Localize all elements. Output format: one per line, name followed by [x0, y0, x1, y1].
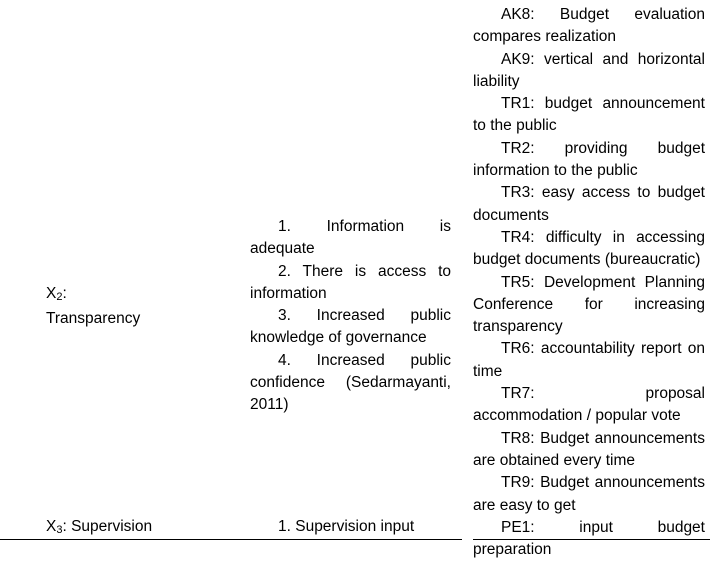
item-tr3: TR3: easy access to budget documents: [473, 184, 705, 224]
indicator-item: 4. Increased public confidence (Sedarmayanti, 2011): [250, 351, 451, 414]
item-tr5: TR5: Development Planning Conference for increasing transparency: [473, 273, 705, 336]
item-tr6: TR6: accountability report on time: [473, 340, 705, 380]
variable-transparency-name: Transparency: [46, 310, 141, 328]
indicators-transparency: [250, 216, 451, 417]
variable-transparency: [46, 283, 236, 331]
item-tr4: TR4: difficulty in accessing budget documents (bureaucratic): [473, 228, 705, 269]
row-divider-right: [473, 539, 710, 540]
indicator-item: 2. There is access to information: [250, 262, 451, 302]
variable-supervision: $X_3$: Supervision: [46, 518, 153, 536]
item-list: [473, 4, 705, 561]
item-tr2: TR2: providing budget information to the public: [473, 139, 705, 180]
indicator-item: 1. Supervision input: [278, 518, 415, 535]
item-tr1: TR1: budget announcement to the public: [473, 95, 705, 135]
item-pe1: PE1: input budget preparation: [473, 518, 705, 559]
item-tr9: TR9: Budget announcements are easy to get: [473, 474, 705, 514]
indicators-supervision: [250, 516, 451, 538]
indicator-item: 3. Increased public knowledge of governance: [250, 307, 451, 347]
variable-transparency-code: $X_2$:: [46, 285, 67, 303]
row-divider: [0, 539, 462, 540]
item-ak9: AK9: vertical and horizontal liability: [473, 50, 705, 90]
item-tr7: TR7: proposal accommodation / popular vote: [473, 385, 705, 425]
indicator-item: 1. Information is adequate: [250, 218, 451, 258]
item-tr8: TR8: Budget announcements are obtained every time: [473, 429, 705, 469]
item-ak8: AK8: Budget evaluation compares realization: [473, 6, 705, 46]
